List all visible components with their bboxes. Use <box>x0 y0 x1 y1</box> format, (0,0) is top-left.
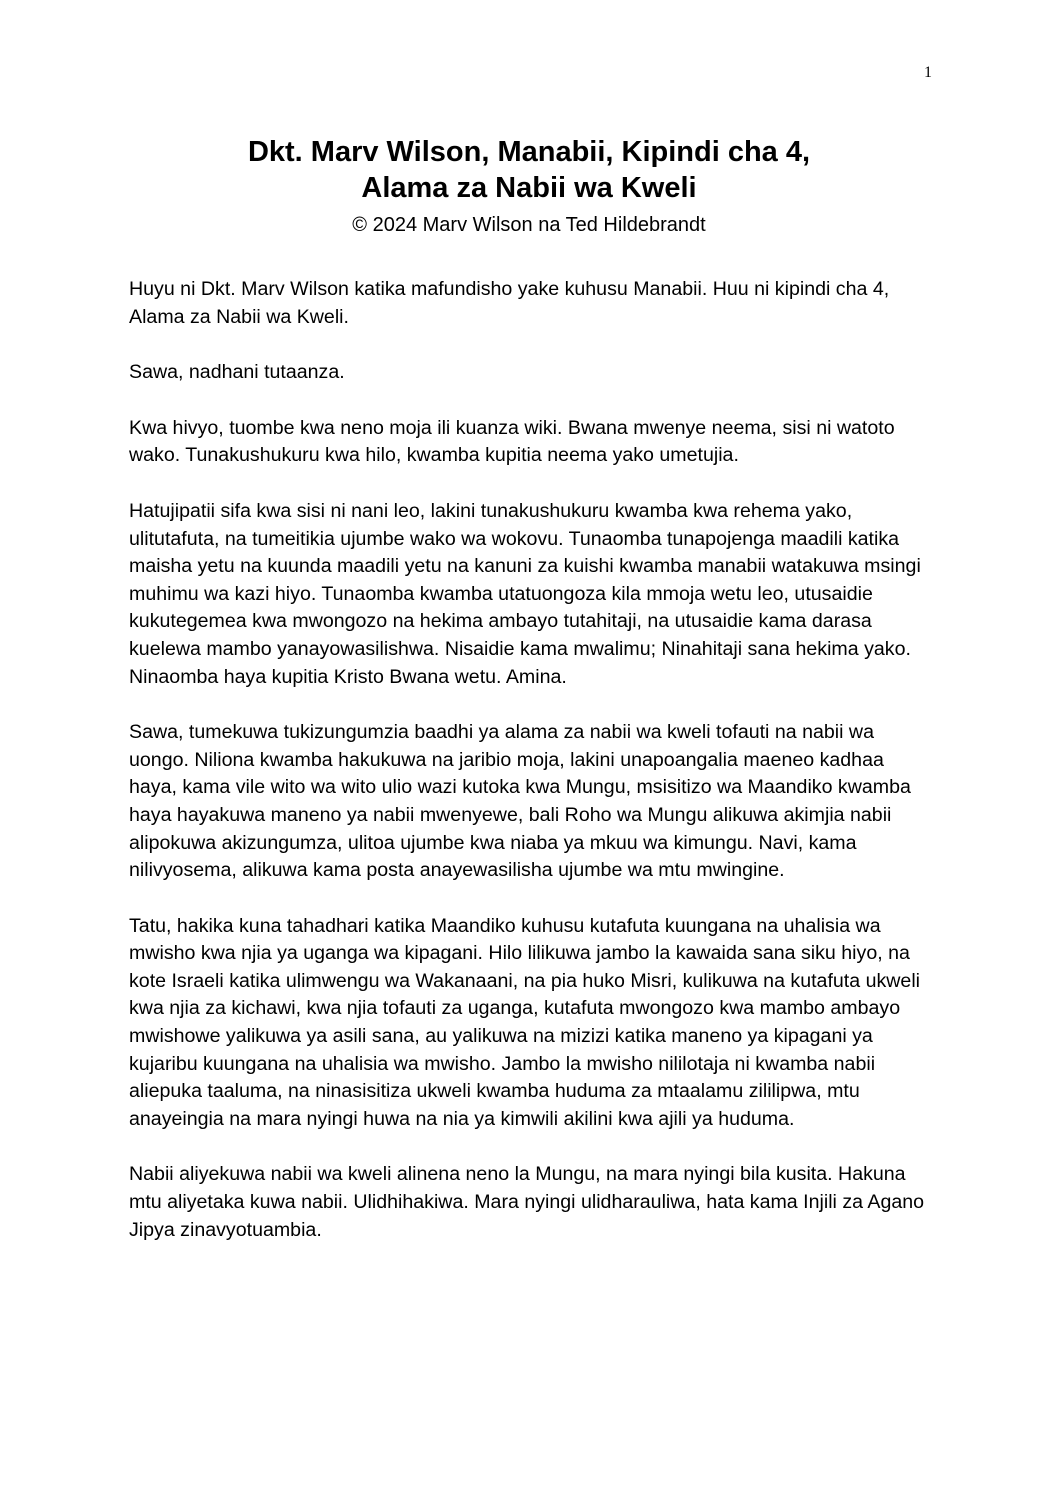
paragraph: Tatu, hakika kuna tahadhari katika Maandiko kuhusu kutafuta kuungana na uhalisia wa mwisho kwa njia ya uganga wa kipagani. Hilo lilikuwa jambo la kawaida sana siku hiyo, na kote Israeli katika ulimwengu wa Wakanaani, na pia huko Misri, kulikuwa na kutafuta ukweli kwa njia za kichawi, kwa njia tofauti za uganga, kutafuta mwongozo kwa mambo ambayo mwishowe yalikuwa ya asili sana, au yalikuwa na mizizi katika maneno ya kipagani ya kujaribu kuungana na uhalisia wa mwisho. Jambo la mwisho nililotaja ni kwamba nabii aliepuka taaluma, na ninasisitiza ukweli kwamba huduma za mtaalamu zililipwa, mtu anayeingia na mara nyingi huwa na nia ya kimwili akilini kwa ajili ya huduma. <box>129 914 921 1130</box>
paragraph: Sawa, tumekuwa tukizungumzia baadhi ya alama za nabii wa kweli tofauti na nabii wa uongo. Niliona kwamba hakukuwa na jaribio moja, lakini unapoangalia maeneo kadhaa haya, kama vile wito wa wito ulio wazi kutoka kwa Mungu, msisitizo wa Maandiko kwamba haya hayakuwa maneno ya nabii mwenyewe, bali Roho wa Mungu alikuwa akimjia nabii alipokuwa akizungumza, ulitoa ujumbe kwa niaba ya mkuu wa kimungu. Navi, kama nilivyosema, alikuwa kama posta anayewasilisha ujumbe wa mtu mwingine. <box>129 721 911 882</box>
paragraph: Nabii aliyekuwa nabii wa kweli alinena neno la Mungu, na mara nyingi bila kusita. Hakuna mtu aliyetaka kuwa nabii. Ulidhihakiwa. Mara nyingi ulidharauliwa, hata kama Injili za Agano Jipya zinavyotuambia. <box>129 1163 925 1241</box>
copyright-notice: © 2024 Marv Wilson na Ted Hildebrandt <box>352 214 706 236</box>
document-title-line-1: Dkt. Marv Wilson, Manabii, Kipindi cha 4, <box>247 136 811 168</box>
document-title-line-2: Alama za Nabii wa Kweli <box>361 172 697 204</box>
document-header <box>0 134 1058 240</box>
paragraph: Sawa, nadhani tutaanza. <box>129 361 345 384</box>
paragraph: Hatujipatii sifa kwa sisi ni nani leo, lakini tunakushukuru kwamba kwa rehema yako, ulitutafuta, na tumeitikia ujumbe wako wa wokovu. Tunaomba tunapojenga maadili katika maisha yetu na kuunda maadili yetu na kanuni za kuishi kwamba manabii watakuwa msingi muhimu wa kazi hiyo. Tunaomba kwamba utatuongoza kila mmoja wetu leo, utusaidie kukutegemea kwa mwongozo na hekima ambayo tutahitaji, na utusaidie kama darasa kuelewa mambo yanayowasilishwa. Nisaidie kama mwalimu; Ninahitaji sana hekima yako. Ninaomba haya kupitia Kristo Bwana wetu. Amina. <box>129 499 921 688</box>
page-number: 1 <box>924 64 932 81</box>
paragraph: Huyu ni Dkt. Marv Wilson katika mafundisho yake kuhusu Manabii. Huu ni kipindi cha 4, Alama za Nabii wa Kweli. <box>129 278 890 328</box>
paragraph: Kwa hivyo, tuombe kwa neno moja ili kuanza wiki. Bwana mwenye neema, sisi ni watoto wako. Tunakushukuru kwa hilo, kwamba kupitia neema yako umetujia. <box>129 416 895 467</box>
document-body <box>129 276 937 1272</box>
